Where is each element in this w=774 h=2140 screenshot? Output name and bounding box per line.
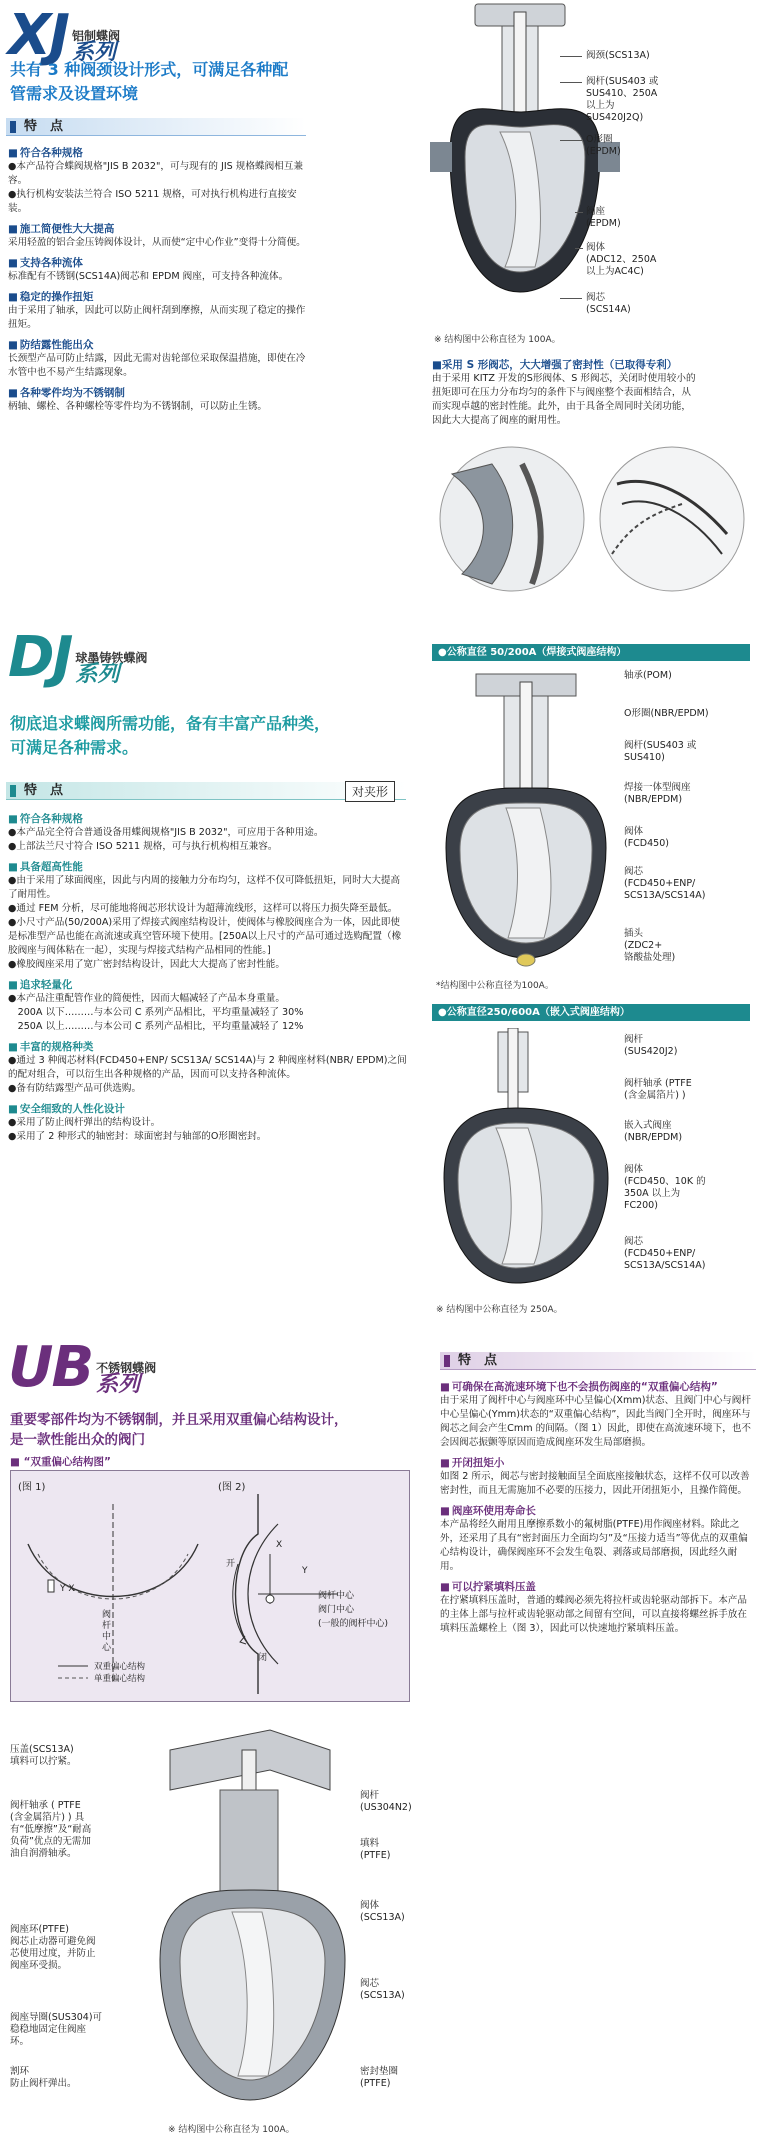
dj-type-tag: 对夹形 — [345, 781, 395, 802]
ub-feature-body: 如图 2 所示，阀芯与密封接触面呈全面底座接触状态，这样不仅可以改善密封性，而且无需施加不必要的压接力，因此开闭扭矩小，且操作简便。 — [440, 1471, 750, 1496]
dj-sub1-callout: 插头 (ZDC2+ 铬酸盐处理) — [624, 928, 676, 963]
dj-sub2-callout: 阀体 (FCD450、10K 的 350A 以上为 FC200) — [624, 1164, 706, 1211]
ub-fig2-close: 闭 — [258, 1653, 268, 1663]
dj-features-bar: 特 点 — [6, 782, 406, 800]
dj-logo — [8, 625, 148, 690]
xj-feature-body: 由于采用了轴承，因此可以防止阀杆刮到摩擦，从而实现了稳定的操作扭矩。 — [8, 305, 306, 330]
dj-sub1-callout: 阀体 (FCD450) — [624, 826, 669, 849]
ub-fig1-legend-1: 双重偏心结构 — [94, 1662, 146, 1672]
xj-features — [8, 140, 308, 414]
xj-feature-title: ■ 各种零件均为不锈钢制 — [8, 386, 308, 400]
dj-feature-title: ■ 安全细致的人性化设计 — [8, 1102, 408, 1116]
dj-sub1-callout: 阀芯 (FCD450+ENP/ SCS13A/SCS14A) — [624, 866, 706, 901]
ub-callout-right: 填料 (PTFE) — [360, 1838, 391, 1861]
xj-callout: 阀颈(SCS13A) — [586, 50, 650, 61]
dj-sub2-callout: 嵌入式阀座 (NBR/EPDM) — [624, 1120, 683, 1143]
ub-fig2-valve-center: 阀门中心 — [318, 1605, 355, 1615]
dj-feature-title: ■ 符合各种规格 — [8, 812, 408, 826]
xj-logo-cn: 铝制蝶阀 — [72, 29, 121, 43]
ub-fig1-axis: 阀 杆 中 心 — [102, 1610, 112, 1653]
ub-feature-body: 在拧紧填料压盖时，普通的蝶阀必须先将拉杆或齿轮驱动部拆下。本产品的主体上部与拉杆或齿轮驱动部之间留有空间，可以直接将螺丝拆手放在填料压盖螺栓上（图 3），因此可以快速地拧紧填料压盖。 — [440, 1595, 747, 1634]
ub-diagram-title: ■ “双重偏心结构图” — [10, 1456, 111, 1468]
xj-feature-body: 采用轻盈的铝合金压铸阀体设计，从而使“定中心作业”变得十分简便。 — [8, 237, 306, 248]
ub-fig2-y: Y — [302, 1566, 308, 1576]
ub-logo-series: 系列 — [96, 1372, 141, 1397]
ub-caption: ※ 结构图中公称直径为 100A。 — [168, 2125, 295, 2135]
xj-disc-detail-left — [432, 444, 592, 594]
dj-feature-body: ●通过 3 种阀芯材料(FCD450+ENP/ SCS13A/ SCS14A)与 2 种阀座材料(NBR/ EPDM)之间的配对组合，可以衍生出各种规格的产品，因而可以支持各种流体。 ●备有防结露型产品可供选购。 — [8, 1055, 407, 1094]
dj-sub2-callout: 阀芯 (FCD450+ENP/ SCS13A/SCS14A) — [624, 1236, 706, 1271]
xj-feature-title: ■ 防结露性能出众 — [8, 338, 308, 352]
ub-features-bar: 特 点 — [440, 1352, 756, 1370]
dj-valve-250-600 — [436, 1028, 616, 1298]
ub-fig2-open: 开 — [226, 1559, 236, 1569]
xj-disc-detail-right — [592, 444, 752, 594]
ub-fig1-label: (图 1) — [18, 1482, 46, 1493]
xj-logo-series: 系列 — [72, 40, 117, 65]
xj-callout: 阀杆(SUS403 或 SUS410、250A 以上为 SUS420J2Q) — [586, 76, 659, 123]
xj-logo — [8, 3, 121, 68]
xj-feature-title: ■ 施工简便性大大提高 — [8, 222, 308, 236]
dj-logo-letters: DJ — [8, 625, 72, 690]
xj-feature-title: ■ 稳定的操作扭矩 — [8, 290, 308, 304]
dj-sub1-callout: 焊接一体型阀座 (NBR/EPDM) — [624, 782, 691, 805]
dj-sub2-title: ●公称直径250/600A（嵌入式阀座结构） — [432, 1004, 750, 1021]
ub-callout-right: 阀芯 (SCS13A) — [360, 1978, 405, 2001]
dj-feature-title: ■ 具备超高性能 — [8, 860, 408, 874]
dj-valve-50-200 — [436, 668, 616, 978]
xj-feature-title: ■ 支持各种流体 — [8, 256, 308, 270]
ub-callout-right: 阀体 (SCS13A) — [360, 1900, 405, 1923]
xj-callout: O形圈 (EPDM) — [586, 134, 621, 157]
dj-sub1-callout: 阀杆(SUS403 或 SUS410) — [624, 740, 697, 763]
ub-fig2-normal-center: (一般的阀杆中心) — [318, 1619, 389, 1629]
ub-logo — [8, 1335, 157, 1400]
ub-valve-illustration — [150, 1720, 350, 2120]
ub-fig2-diagram — [218, 1494, 408, 1694]
dj-sub1-caption: *结构图中公称直径为100A。 — [436, 981, 554, 991]
ub-logo-cn: 不锈钢蝶阀 — [96, 1361, 157, 1375]
ub-callout-left: 割环 防止阀杆弹出。 — [10, 2066, 77, 2089]
ub-callout-left: 压盖(SCS13A) 填料可以拧紧。 — [10, 1744, 77, 1767]
dj-feature-body: ●本产品完全符合普通设备用蝶阀规格"JIS B 2032"，可应用于各种用途。 ●上部法兰尺寸符合 ISO 5211 规格，可与执行机构相互兼容。 — [8, 827, 324, 852]
xj-feature-body: 标准配有不锈钢(SCS14A)阀芯和 EPDM 阀座，可支持各种流体。 — [8, 271, 289, 282]
xj-note: ■采用 S 形阀芯，大大增强了密封性（已取得专利） 由于采用 KITZ 开发的S形阀体、S 形阀芯，关闭时使用较小的扭矩即可在压力分布均匀的条件下与阀座整个表面相结合，从而实现卓越的密封性能。此外，由于具备全周同时关闭功能，因此大大提高了阀座的耐用性。 — [432, 359, 696, 426]
dj-headline: 彻底追求蝶阀所需功能，备有丰富产品种类， 可满足各种需求。 — [10, 714, 331, 757]
xj-callout: 阀座 (EPDM) — [586, 206, 621, 229]
xj-features-bar: 特 点 — [6, 118, 306, 136]
xj-feature-title: ■ 符合各种规格 — [8, 146, 308, 160]
dj-sub2-callout: 阀杆 (SUS420J2) — [624, 1034, 678, 1057]
ub-headline: 重要零部件均为不锈钢制，并且采用双重偏心结构设计， 是一款性能出众的阀门 — [10, 1412, 348, 1448]
dj-feature-body: ●采用了防止阀杆弹出的结构设计。 ●采用了 2 种形式的轴密封：球面密封与轴部的O形圈密封。 — [8, 1117, 267, 1142]
dj-sub2-caption: ※ 结构图中公称直径为 250A。 — [436, 1305, 563, 1315]
dj-feature-body: ●由于采用了球面阀座，因此与内周的接触力分布均匀，这样不仅可降低扭矩，同时大大提高了耐用性。 ●通过 FEM 分析，尽可能地将阀芯形状设计为超薄流线形，这样可以将压力损失降至最低。 ●小尺寸产品(50/200A)采用了焊接式阀座结构设计，使阀体与橡胶阀座合为一体，因此即使是标准型产品也能在高流速或真空管环境下使用。[250A以上尺寸的产品可通过选购配置（橡胶阀座与阀体粘在一起），实现与焊接式结构产品相同的性能。] ●橡胶阀座采用了宽广密封结构设计，因此大大提高了密封性能。 — [8, 875, 402, 970]
dj-logo-series: 系列 — [75, 662, 120, 687]
ub-callout-left: 阀座环(PTFE) 阀芯止动器可避免阀 芯使用过度，并防止 阀座环受损。 — [10, 1924, 96, 1971]
dj-feature-title: ■ 追求轻量化 — [8, 978, 408, 992]
ub-fig2-label: (图 2) — [218, 1482, 246, 1493]
xj-callout: 阀芯 (SCS14A) — [586, 292, 631, 315]
dj-features — [8, 806, 408, 1144]
ub-fig2-x: X — [276, 1540, 283, 1550]
xj-feature-body: ●本产品符合蝶阀规格"JIS B 2032"，可与现有的 JIS 规格蝶阀相互兼容。 ●执行机构安装法兰符合 ISO 5211 规格，可对执行机构进行直接安装。 — [8, 161, 303, 214]
xj-feature-body: 柄轴、螺栓、各种螺栓等零件均为不锈钢制，可以防止生锈。 — [8, 401, 268, 412]
ub-feature-title: ■ 可以拧紧填料压盖 — [440, 1580, 756, 1594]
ub-fig1-legend-2: 单重偏心结构 — [94, 1674, 146, 1684]
ub-features — [440, 1374, 756, 1636]
dj-logo-cn: 球墨铸铁蝶阀 — [75, 651, 148, 665]
ub-feature-title: ■ 阀座环使用寿命长 — [440, 1504, 756, 1518]
xj-logo-letters: XJ — [8, 3, 69, 68]
ub-callout-right: 阀杆 (US304N2) — [360, 1790, 412, 1813]
ub-callout-left: 阀座导圈(SUS304)可 稳稳地固定住阀座 环。 — [10, 2012, 103, 2047]
dj-sub1-callout: O形圈(NBR/EPDM) — [624, 708, 709, 719]
xj-caption: ※ 结构图中公称直径为 100A。 — [434, 335, 561, 345]
dj-sub1-title: ●公称直径 50/200A（焊接式阀座结构） — [432, 644, 750, 661]
xj-feature-body: 长颈型产品可防止结露，因此无需对齿轮部位采取保温措施，即使在冷水管中也不易产生结露现象。 — [8, 353, 306, 378]
ub-feature-title: ■ 开闭扭矩小 — [440, 1456, 756, 1470]
dj-sub2-callout: 阀杆轴承 (PTFE (含金属箔片) ) — [624, 1078, 692, 1101]
ub-logo-letters: UB — [8, 1335, 93, 1400]
ub-feature-body: 由于采用了阀杆中心与阀座环中心呈偏心(Xmm)状态、且阀门中心与阀杆中心呈偏心(Ymm)状态的“双重偏心结构”，因此当阀门全开时，阀座环与阀芯之间会产生Cmm 的间隔。（图 1）因此，即使在高流速环境下，也不会因阀芯振颤等原因而造成阀座环发生局部磨损。 — [440, 1395, 752, 1448]
ub-callout-left: 阀杆轴承 ( PTFE (含金属箔片) ) 具 有“低摩擦”及“耐高 负荷”优点的无需加 油自润滑轴承。 — [10, 1800, 92, 1859]
dj-feature-body: ●本产品注重配管作业的简便性，因而大幅减轻了产品本身重量。 200A 以下………与本公司 C 系列产品相比，平均重量减轻了 30% 250A 以上………与本公司 C 系列产品相比，平均重量减轻了 12% — [8, 993, 304, 1032]
ub-feature-body: 本产品将经久耐用且摩擦系数小的氟树脂(PTFE)用作阀座材料。除此之外，还采用了具有“密封面压力全面均匀”及“压接力适当”等优点的双重偏心结构设计，确保阀座环不会发生龟裂、剥落或局部磨损，因此经久耐用。 — [440, 1519, 748, 1572]
ub-feature-title: ■ 可确保在高流速环境下也不会损伤阀座的“双重偏心结构” — [440, 1380, 756, 1394]
ub-fig2-stem-center: 阀杆中心 — [318, 1591, 355, 1601]
xj-headline: 共有 3 种阀颈设计形式，可满足各种配 管需求及设置环境 — [10, 60, 289, 103]
xj-callout: 阀体 (ADC12、250A 以上为AC4C) — [586, 242, 657, 277]
ub-callout-right: 密封垫圈 (PTFE) — [360, 2066, 399, 2089]
dj-sub1-callout: 轴承(POM) — [624, 670, 672, 681]
ub-fig1-markers: Y X — [60, 1584, 75, 1594]
dj-feature-title: ■ 丰富的规格种类 — [8, 1040, 408, 1054]
